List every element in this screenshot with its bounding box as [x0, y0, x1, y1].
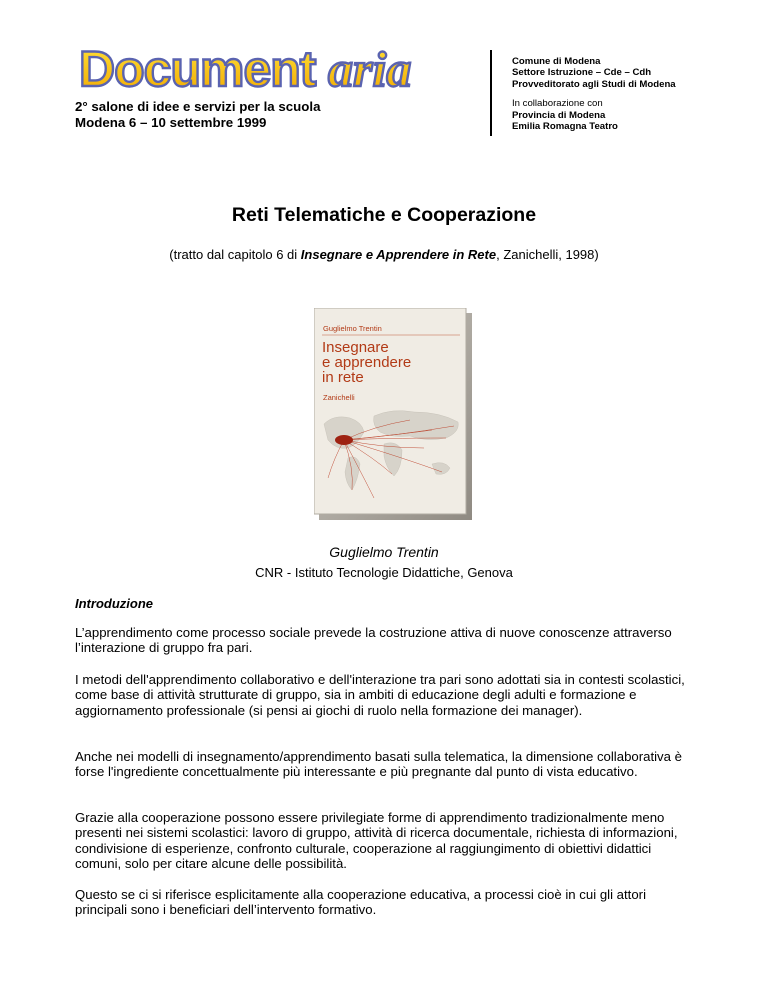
paragraph: Grazie alla cooperazione possono essere privilegiate forme di apprendimento tradizionalmente meno presenti nei sistemi scolastici: lavoro di gruppo, attività di ricerca documentale, richiesta di informazioni, condivisione di esperienze, confronto culturale, cooperazione al raggiungimento di obiettivi didattici comuni, solo per citare alcune delle possibilità. [75, 810, 678, 871]
paragraph: L’apprendimento come processo sociale prevede la costruzione attiva di nuove conoscenze attraverso l’interazione di gruppo fra pari. [75, 625, 672, 656]
logo-word-aria: aria [328, 41, 412, 96]
cover-publisher: Zanichelli [323, 393, 355, 402]
paragraph: I metodi dell'apprendimento collaborativo e dell'interazione tra pari sono adottati sia in contesti scolastici, come base di attività strutturate di gruppo, sia in ambiti di educazione degli adulti e formazione e aggiornamento professionale (si pensi ai giochi di ruolo nella formazione dei manager). [75, 672, 685, 718]
collaborator-2: Emilia Romagna Teatro [512, 121, 618, 133]
document-subtitle [0, 247, 768, 262]
cover-author: Guglielmo Trentin [323, 324, 382, 333]
organizers [512, 56, 676, 132]
event-dates: Modena 6 – 10 settembre 1999 [75, 115, 267, 130]
author-name: Guglielmo Trentin [329, 544, 439, 560]
subtitle-book-title: Insegnare e Apprendere in Rete [300, 247, 497, 262]
subtitle-prefix: (tratto dal capitolo 6 di [169, 247, 301, 262]
logo-word-document: Document [79, 41, 316, 96]
event-title: 2° salone di idee e servizi per la scuola [75, 99, 321, 114]
collab-label: In collaborazione con [512, 98, 603, 110]
organizer-1: Comune di Modena [512, 56, 601, 67]
organizer-3: Provveditorato agli Studi di Modena [512, 78, 676, 90]
subtitle-suffix: , Zanichelli, 1998) [496, 247, 599, 262]
documentaria-logo [75, 40, 435, 96]
paragraph: Questo se ci si riferisce esplicitamente alla cooperazione educativa, a processi cioè in cui gli attori principali sono i beneficiari dell’intervento formativo. [75, 887, 647, 918]
section-heading: Introduzione [75, 596, 153, 611]
cover-title-line2: e apprendere [322, 354, 412, 371]
event-info [75, 99, 321, 131]
organizer-2: Settore Istruzione – Cde – Cdh [512, 67, 652, 79]
document-title: Reti Telematiche e Cooperazione [231, 204, 537, 226]
author-affiliation: CNR - Istituto Tecnologie Didattiche, Genova [255, 565, 513, 580]
header-divider [490, 50, 492, 136]
cover-title-line1: Insegnare [322, 339, 389, 356]
collaborator-1: Provincia di Modena [512, 109, 606, 121]
book-cover-image [314, 308, 472, 520]
cover-title-line3: in rete [322, 369, 364, 386]
paragraph: Anche nei modelli di insegnamento/apprendimento basati sulla telematica, la dimensione collaborativa è forse l'ingrediente concettualmente più interessante e più pregnante dal punto di vista educativo. [75, 749, 682, 780]
